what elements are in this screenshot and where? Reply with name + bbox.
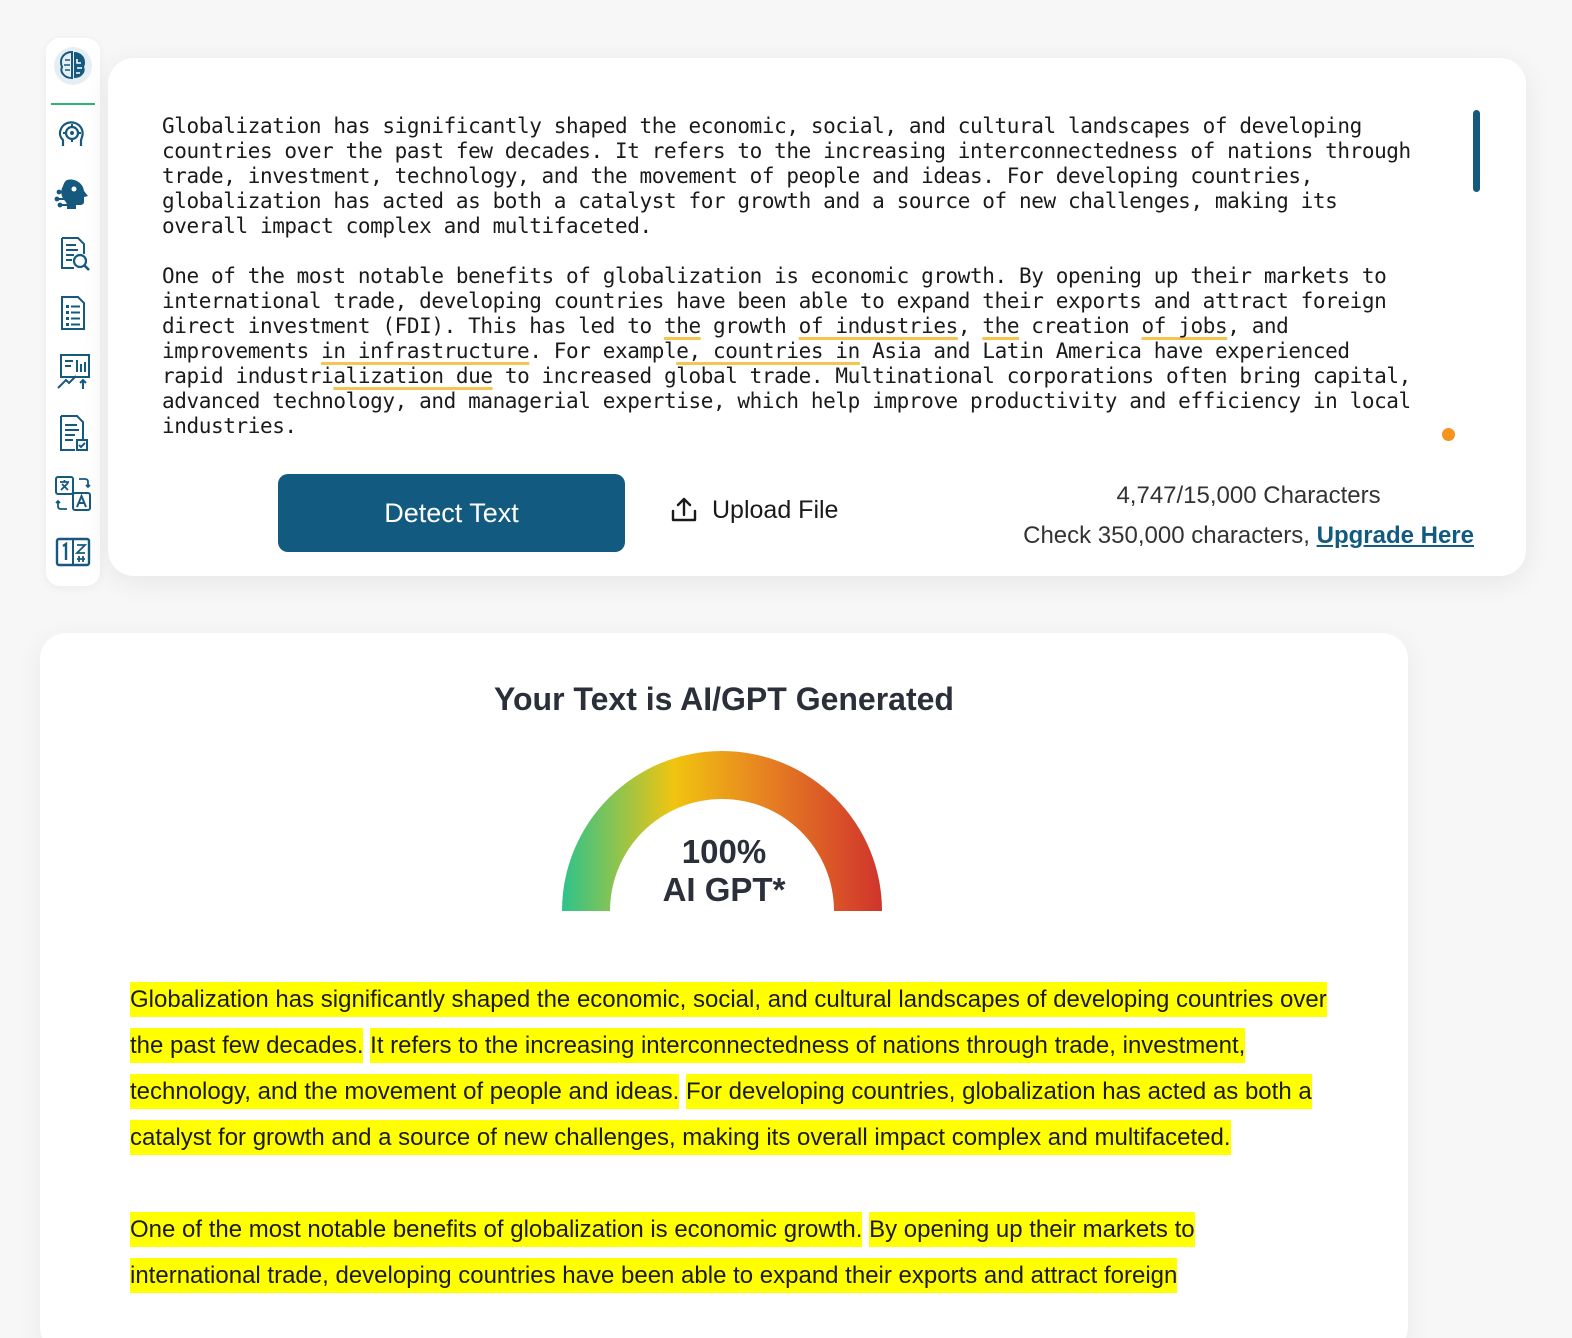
upgrade-link[interactable]: Upgrade Here xyxy=(1316,522,1474,549)
text-segment: creation xyxy=(1019,314,1142,338)
sidebar-item-grammar-check[interactable] xyxy=(53,413,93,453)
document-list-icon xyxy=(53,293,93,333)
translate-icon xyxy=(53,474,93,514)
text-segment: growth xyxy=(700,314,799,338)
brain-circuit-icon xyxy=(53,46,93,86)
editor-paragraph xyxy=(162,114,1474,239)
text-input-area[interactable] xyxy=(162,114,1474,444)
ai-highlighted-sentence: It refers to the increasing interconnectedness of nations through trade, investment, technology, and the movement of people and ideas. xyxy=(130,1028,1245,1109)
text-segment: One of the most notable benefits of globalization is economic growth. By opening up their markets to international trade, developing countries have been able to expand their exports and attract foreign direct investment (FDI). This has led to xyxy=(162,264,1387,338)
result-paragraph xyxy=(130,1207,1330,1299)
flagged-phrase: e, countries in xyxy=(676,339,860,363)
editor-scrollbar[interactable] xyxy=(1473,110,1480,192)
robot-head-icon xyxy=(53,174,93,214)
number-converter-icon xyxy=(53,532,93,572)
text-segment: Asia and Latin America have experienced rapid industri xyxy=(162,339,1350,388)
text-segment: to increased global trade. Multinational corporations often bring capital, advanced technology, and managerial expertise, which help improve productivity and efficiency in local industries. xyxy=(162,364,1411,438)
ai-highlighted-sentence: Globalization has significantly shaped the economic, social, and cultural landscapes of developing countries over the past few decades. xyxy=(130,982,1327,1063)
result-card xyxy=(40,633,1408,1338)
score-label: AI GPT* xyxy=(662,871,786,908)
score-readout xyxy=(562,833,886,909)
editor-paragraph xyxy=(162,264,1474,439)
sidebar-item-ai-detector[interactable] xyxy=(53,46,93,86)
status-dot xyxy=(1442,428,1455,441)
text-segment: . For exampl xyxy=(529,339,677,363)
flagged-phrase: in infrastructure xyxy=(321,339,530,363)
detect-text-button[interactable]: Detect Text xyxy=(278,474,625,552)
document-check-icon xyxy=(53,413,93,453)
sidebar-item-summarizer[interactable] xyxy=(53,293,93,333)
flagged-phrase: of jobs xyxy=(1141,314,1228,338)
active-indicator xyxy=(51,103,95,105)
ai-highlighted-sentence: By opening up their markets to international trade, developing countries have been able to expand their exports and attract foreign xyxy=(130,1212,1195,1293)
upload-icon xyxy=(668,494,700,526)
text-input-card xyxy=(108,58,1526,576)
ai-highlighted-sentence: For developing countries, globalization has acted as both a catalyst for growth and a source of new challenges, making its overall impact complex and multifaceted. xyxy=(130,1074,1312,1155)
sidebar-item-data-analysis[interactable] xyxy=(53,352,93,392)
sidebar-item-number-converter[interactable] xyxy=(53,532,93,572)
tool-sidebar xyxy=(46,38,100,586)
sidebar-item-plagiarism[interactable] xyxy=(53,234,93,274)
result-title: Your Text is AI/GPT Generated xyxy=(494,681,954,717)
character-count: 4,747/15,000 Characters xyxy=(1116,482,1381,509)
flagged-phrase: the xyxy=(663,314,701,338)
sidebar-item-ai-humanizer[interactable] xyxy=(53,116,93,156)
score-percent: 100% xyxy=(681,833,767,870)
flagged-phrase: the xyxy=(982,314,1020,338)
data-analysis-icon xyxy=(53,352,93,392)
flagged-phrase: of industries xyxy=(798,314,958,338)
upload-file-label: Upload File xyxy=(712,495,839,524)
ai-highlighted-sentence: One of the most notable benefits of globalization is economic growth. xyxy=(130,1212,862,1247)
head-gear-icon xyxy=(53,116,93,156)
sidebar-item-ai-robot[interactable] xyxy=(53,174,93,214)
text-segment: Globalization has significantly shaped the economic, social, and cultural landscapes of developing countries over the past few decades. It refers to the increasing interconnectedness of nations through trade, investment, technology, and the movement of people and ideas. For developing countries, globalization has acted as both a catalyst for growth and a source of new challenges, making its overall impact complex and multifaceted. xyxy=(162,114,1411,238)
upload-file-button[interactable] xyxy=(668,486,838,534)
highlighted-result-text xyxy=(130,977,1330,1338)
character-info xyxy=(1023,476,1474,556)
upgrade-line xyxy=(1023,516,1474,556)
flagged-phrase: alization due xyxy=(333,364,493,388)
result-paragraph xyxy=(130,977,1330,1161)
sidebar-item-translator[interactable] xyxy=(53,474,93,514)
check-characters-text: Check 350,000 characters, xyxy=(1023,522,1317,549)
text-segment: , and improvements xyxy=(162,314,1289,363)
text-segment: , xyxy=(957,314,983,338)
document-search-icon xyxy=(53,234,93,274)
